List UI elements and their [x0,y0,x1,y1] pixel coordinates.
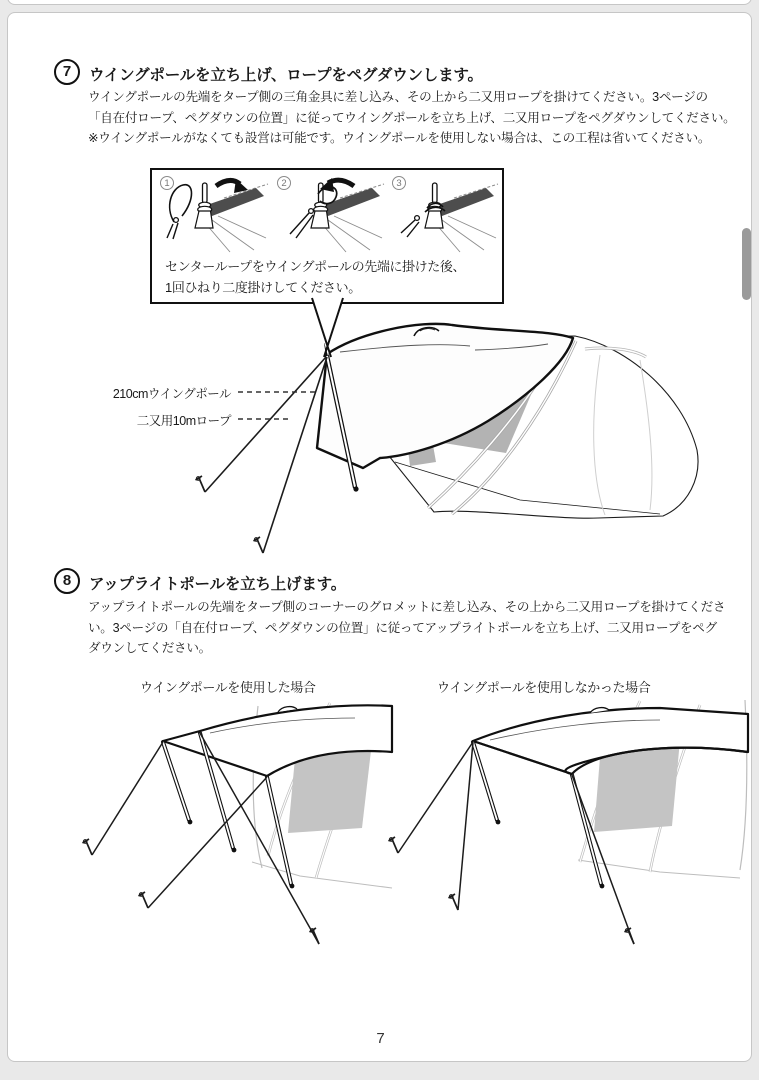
caption-without-wing-pole: ウイングポールを使用しなかった場合 [437,680,651,695]
callout-step2-number: 2 [277,176,291,190]
with-wing-pole-illustration [38,695,393,990]
step8-body-line3: ダウンしてください。 [88,641,211,655]
without-wing-pole-illustration [393,695,748,990]
step8-body [88,597,725,659]
step7-body [88,87,735,149]
callout-text-line2: 1回ひねり二度掛けしてください。 [165,280,361,295]
page-number: 7 [376,1030,385,1047]
step8-body-line1: アップライトポールの先端をタープ側のコーナーのグロメットに差し込み、その上から二又用ロープを掛けてくださ [88,600,726,614]
step8-body-line2: い。3ページの「自在付ロープ、ペグダウンの位置」に従ってアップライトポールを立ち上げ、二又用ロープをペグ [88,620,717,635]
main-illustration [68,293,748,583]
caption-with-wing-pole: ウイングポールを使用した場合 [140,680,316,695]
step8-title: アップライトポールを立ち上げます。 [89,576,347,593]
previous-page-edge [7,0,752,5]
callout-step3-number: 3 [392,176,406,190]
wing-pole-label: 210cmウイングポール [112,387,231,401]
callout-text [165,256,465,298]
scrollbar-thumb[interactable] [742,228,751,300]
manual-page [7,12,752,1062]
step7-title: ウイングポールを立ち上げ、ロープをペグダウンします。 [89,67,483,84]
step7-body-line2: 「自在付ロープ、ペグダウンの位置」に従ってウイングポールを立ち上げ、二又用ロープをペグダウンしてください。 [88,110,736,125]
callout-step-illustrations [152,172,502,256]
callout-step1-number: 1 [160,176,174,190]
callout-box [150,168,504,304]
step7-body-line1: ウイングポールの先端をタープ側の三角金具に差し込み、その上から二又用ロープを掛けてください。3ページの [88,90,708,104]
step8-number-badge: 8 [54,568,80,594]
rope-label: 二又用10mロープ [136,414,231,428]
step7-number-badge: 7 [54,59,80,85]
step7-body-line3: ※ウイングポールがなくても設営は可能です。ウイングポールを使用しない場合は、この工程は省いてください。 [88,131,711,145]
callout-text-line1: センターループをウイングポールの先端に掛けた後、 [165,259,466,274]
